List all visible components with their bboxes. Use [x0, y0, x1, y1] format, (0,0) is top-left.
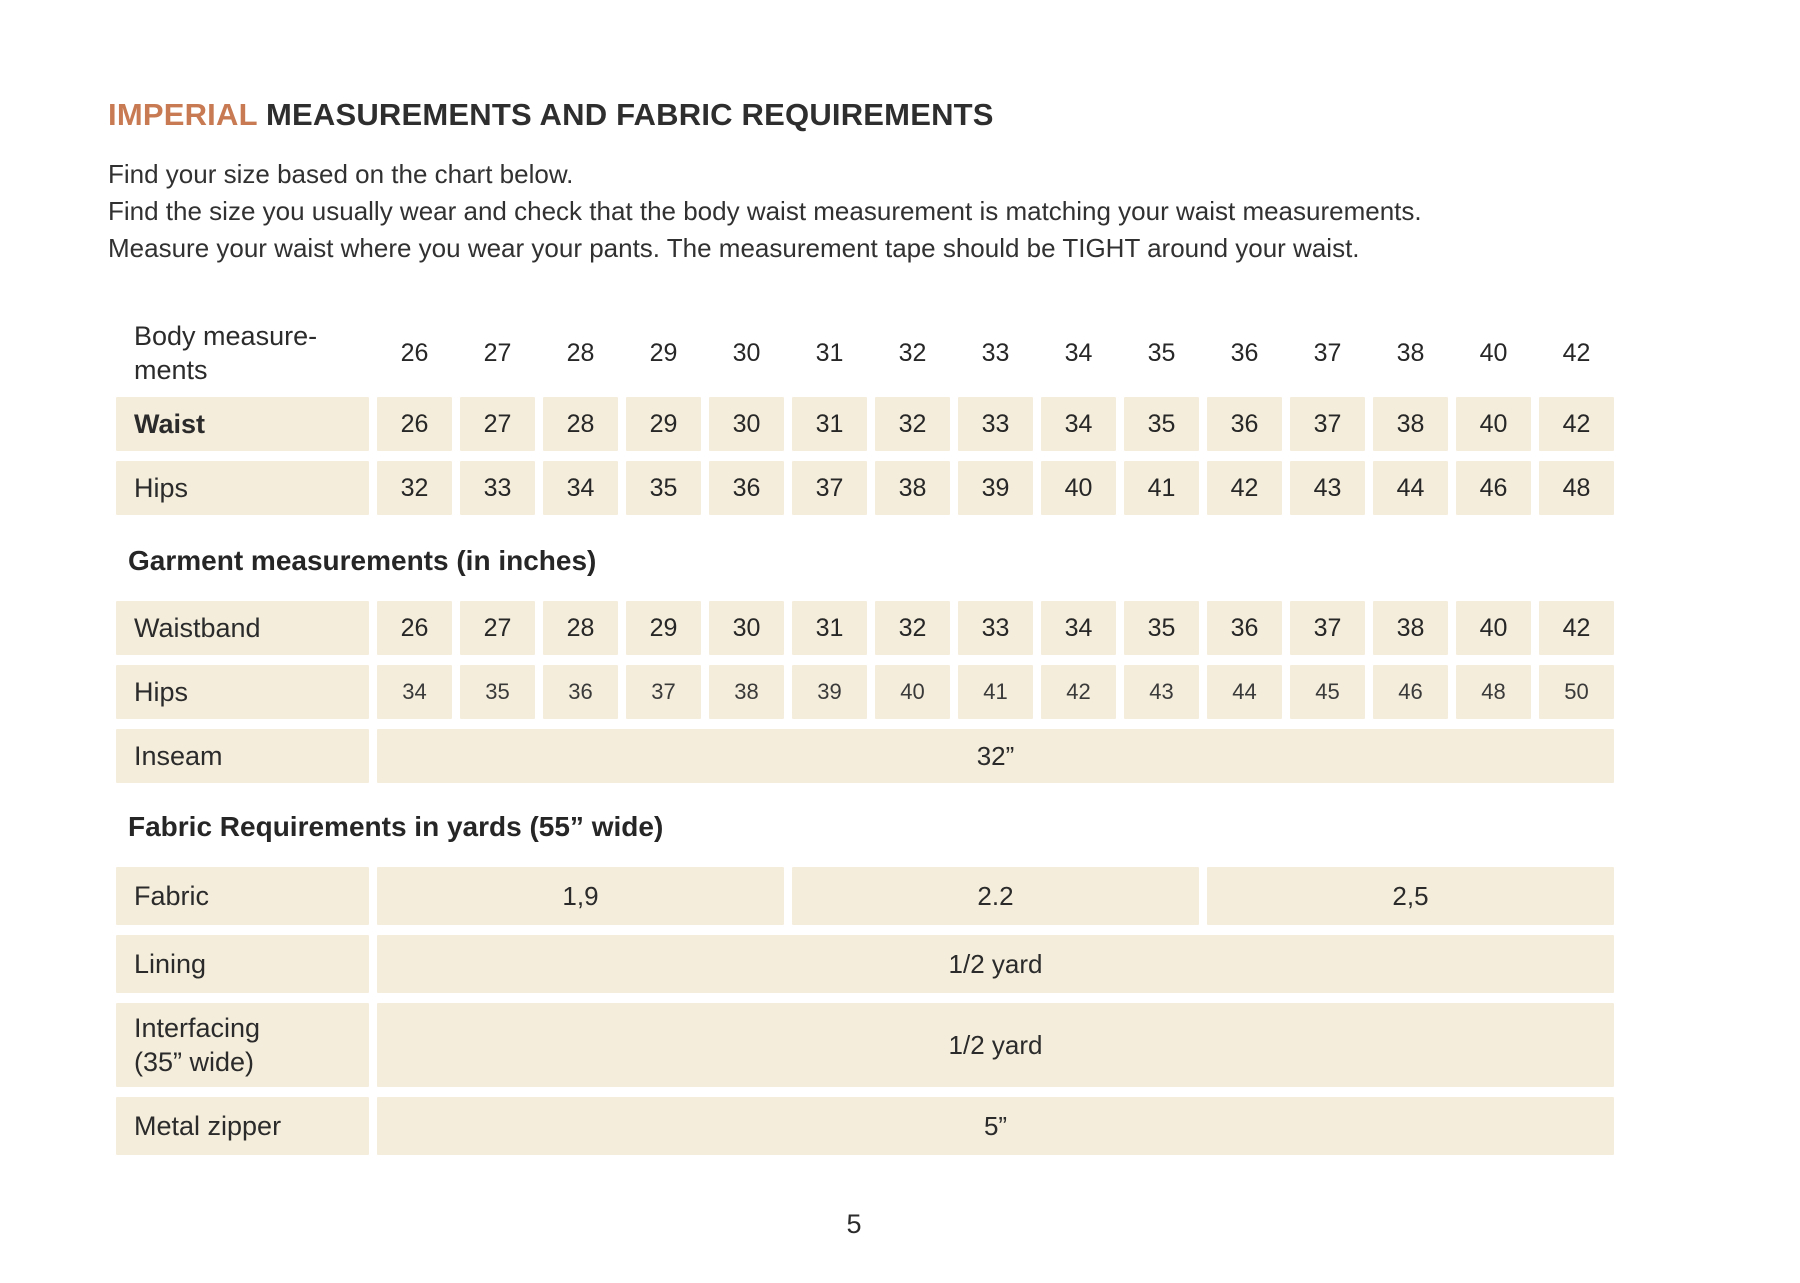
fabric-value-cell: 2.2 [792, 867, 1199, 925]
garment-hips-value-cell: 39 [792, 665, 867, 719]
fabric-value-cell: 1,9 [377, 867, 784, 925]
waistband-value-cell: 36 [1207, 601, 1282, 655]
size-header-cell: 34 [1064, 338, 1093, 367]
title-highlight: IMPERIAL [108, 97, 258, 132]
garment-hips-value-cell: 46 [1373, 665, 1448, 719]
hips-value-cell: 37 [792, 461, 867, 515]
waistband-value-cell: 29 [626, 601, 701, 655]
hips-value-cell: 32 [377, 461, 452, 515]
row-label-fabric: Fabric [116, 867, 369, 925]
intro-line: Measure your waist where you wear your pants. The measurement tape should be TIGHT around your waist. [108, 233, 1360, 263]
waist-value-cell: 32 [875, 397, 950, 451]
garment-hips-value-cell: 34 [377, 665, 452, 719]
lining-value-cell: 1/2 yard [377, 935, 1614, 993]
waistband-value-cell: 27 [460, 601, 535, 655]
lining-row [116, 935, 1614, 993]
inseam-value-cell: 32” [377, 729, 1614, 783]
garment-hips-value-cell: 50 [1539, 665, 1614, 719]
intro-paragraph [108, 156, 1800, 267]
body-measurements-line: ments [134, 355, 208, 385]
waistband-value-cell: 35 [1124, 601, 1199, 655]
waist-value-cell: 36 [1207, 397, 1282, 451]
hips-value-cell: 36 [709, 461, 784, 515]
hips-value-cell: 44 [1373, 461, 1448, 515]
size-header-cell: 31 [815, 338, 844, 367]
intro-line: Find your size based on the chart below. [108, 159, 574, 189]
garment-hips-row [116, 665, 1614, 719]
size-header-row [116, 309, 1614, 397]
waistband-value-cell: 42 [1539, 601, 1614, 655]
interfacing-label-line: (35” wide) [134, 1047, 255, 1077]
hips-value-cell: 38 [875, 461, 950, 515]
garment-hips-value-cell: 44 [1207, 665, 1282, 719]
waist-value-cell: 26 [377, 397, 452, 451]
row-label-garment-hips: Hips [116, 665, 369, 719]
garment-hips-value-cell: 48 [1456, 665, 1531, 719]
fabric-requirements-heading: Fabric Requirements in yards (55” wide) [128, 811, 664, 842]
title-rest: MEASUREMENTS AND FABRIC REQUIREMENTS [265, 97, 994, 132]
waistband-value-cell: 33 [958, 601, 1033, 655]
waist-value-cell: 37 [1290, 397, 1365, 451]
size-header-cell: 35 [1147, 338, 1176, 367]
waist-value-cell: 40 [1456, 397, 1531, 451]
hips-value-cell: 48 [1539, 461, 1614, 515]
body-waist-row [116, 397, 1614, 451]
body-measurements-line: Body measure- [134, 321, 318, 351]
waistband-value-cell: 37 [1290, 601, 1365, 655]
waistband-value-cell: 38 [1373, 601, 1448, 655]
size-header-cell: 37 [1313, 338, 1342, 367]
hips-value-cell: 41 [1124, 461, 1199, 515]
waist-value-cell: 42 [1539, 397, 1614, 451]
waistband-value-cell: 30 [709, 601, 784, 655]
hips-value-cell: 46 [1456, 461, 1531, 515]
waist-value-cell: 27 [460, 397, 535, 451]
intro-line: Find the size you usually wear and check that the body waist measurement is matching your waist measurements. [108, 196, 1422, 226]
interfacing-label-line: Interfacing [134, 1013, 261, 1043]
size-header-cell: 26 [400, 338, 429, 367]
interfacing-row [116, 1003, 1614, 1087]
size-header-cell: 28 [566, 338, 595, 367]
waist-value-cell: 34 [1041, 397, 1116, 451]
garment-hips-value-cell: 45 [1290, 665, 1365, 719]
size-header-cell: 38 [1396, 338, 1425, 367]
hips-value-cell: 40 [1041, 461, 1116, 515]
garment-hips-value-cell: 37 [626, 665, 701, 719]
garment-hips-value-cell: 41 [958, 665, 1033, 719]
row-label-waistband: Waistband [116, 601, 369, 655]
waist-value-cell: 30 [709, 397, 784, 451]
waist-value-cell: 35 [1124, 397, 1199, 451]
interfacing-value-cell: 1/2 yard [377, 1003, 1614, 1087]
size-header-cell: 42 [1562, 338, 1591, 367]
hips-value-cell: 39 [958, 461, 1033, 515]
waist-value-cell: 33 [958, 397, 1033, 451]
garment-hips-value-cell: 38 [709, 665, 784, 719]
row-label-metal-zipper: Metal zipper [116, 1097, 369, 1155]
body-hips-row [116, 461, 1614, 515]
waistband-value-cell: 28 [543, 601, 618, 655]
garment-hips-value-cell: 40 [875, 665, 950, 719]
waist-value-cell: 31 [792, 397, 867, 451]
hips-value-cell: 43 [1290, 461, 1365, 515]
metal-zipper-row [116, 1097, 1614, 1155]
size-header-cell: 40 [1479, 338, 1508, 367]
garment-hips-value-cell: 43 [1124, 665, 1199, 719]
hips-value-cell: 33 [460, 461, 535, 515]
size-chart [116, 309, 1614, 1155]
page-title [108, 96, 1800, 134]
fabric-row [116, 867, 1614, 925]
waist-value-cell: 28 [543, 397, 618, 451]
waist-value-cell: 29 [626, 397, 701, 451]
hips-value-cell: 42 [1207, 461, 1282, 515]
size-header-cell: 36 [1230, 338, 1259, 367]
row-label-hips: Hips [116, 461, 369, 515]
size-header-cell: 30 [732, 338, 761, 367]
waistband-value-cell: 26 [377, 601, 452, 655]
row-label-interfacing [116, 1003, 369, 1087]
size-header-cell: 32 [898, 338, 927, 367]
garment-hips-value-cell: 36 [543, 665, 618, 719]
size-header-cell: 33 [981, 338, 1010, 367]
size-header-cell: 29 [649, 338, 678, 367]
hips-value-cell: 34 [543, 461, 618, 515]
garment-measurements-heading: Garment measurements (in inches) [128, 545, 597, 576]
row-label-lining: Lining [116, 935, 369, 993]
hips-value-cell: 35 [626, 461, 701, 515]
waistband-value-cell: 34 [1041, 601, 1116, 655]
waistband-value-cell: 31 [792, 601, 867, 655]
row-label-waist: Waist [116, 397, 369, 451]
fabric-value-cell: 2,5 [1207, 867, 1614, 925]
metal-zipper-value-cell: 5” [377, 1097, 1614, 1155]
row-label-inseam: Inseam [116, 729, 369, 783]
waistband-value-cell: 40 [1456, 601, 1531, 655]
size-header-cell: 27 [483, 338, 512, 367]
garment-waistband-row [116, 601, 1614, 655]
body-measurements-header [116, 309, 369, 397]
inseam-row [116, 729, 1614, 783]
garment-hips-value-cell: 42 [1041, 665, 1116, 719]
page-number: 5 [846, 1209, 862, 1239]
garment-hips-value-cell: 35 [460, 665, 535, 719]
waist-value-cell: 38 [1373, 397, 1448, 451]
waistband-value-cell: 32 [875, 601, 950, 655]
